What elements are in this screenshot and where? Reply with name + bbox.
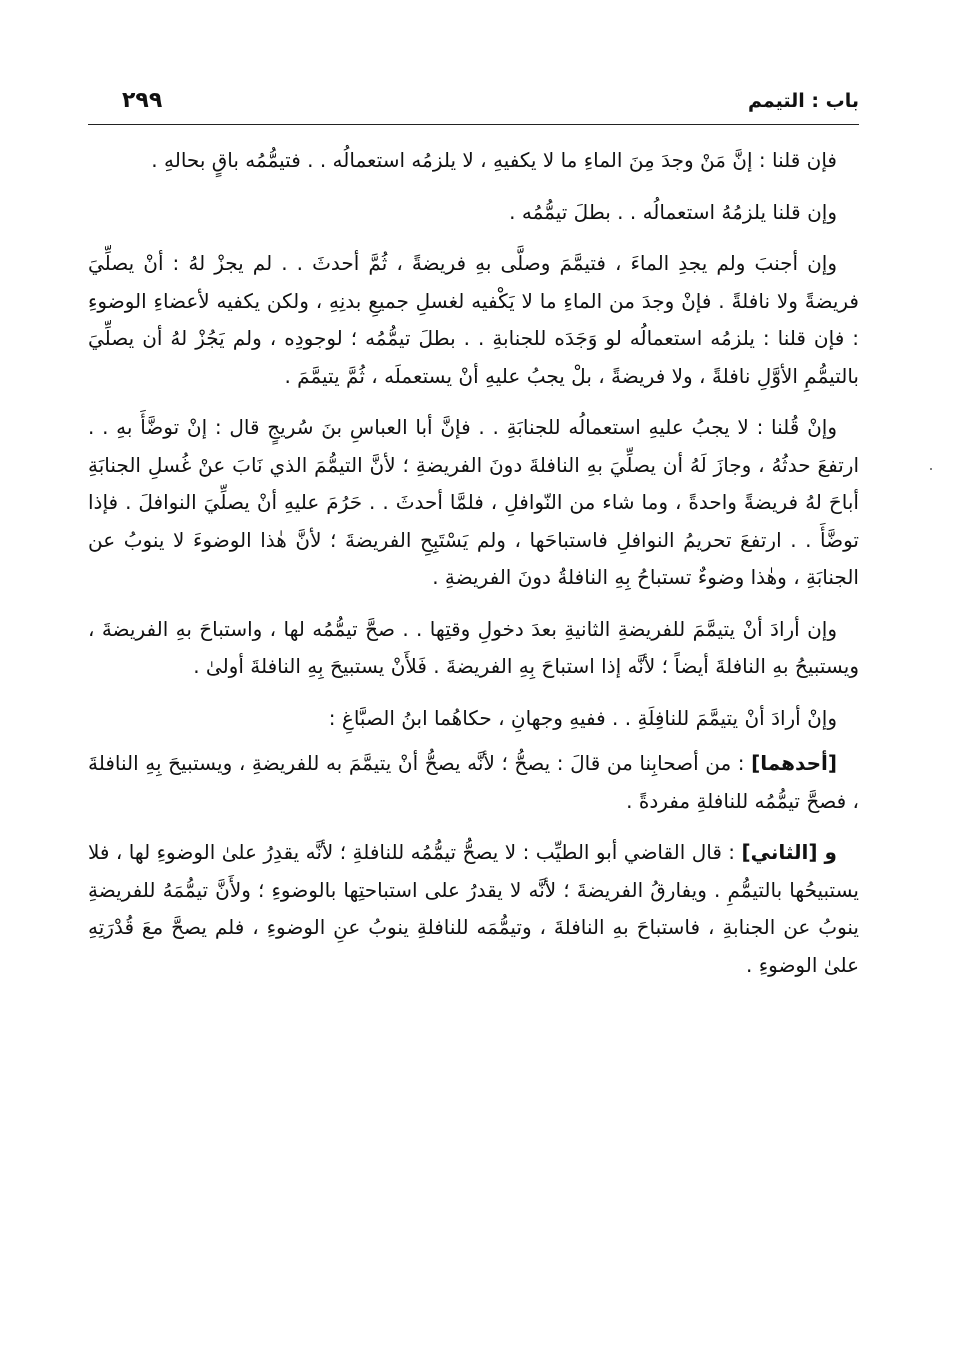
page-header [88, 88, 859, 125]
paragraph [88, 834, 859, 984]
paragraph [88, 611, 859, 686]
opinion-label: [أحدهما] [751, 751, 837, 775]
running-head: باب : التيمم [748, 90, 859, 112]
paragraph-text: وإن أرادَ أنْ يتيمَّمَ للفريضةِ الثانيةِ بعدَ دخولِ وقتِها . . صحَّ تيمُّمُه لها ، واستباحَ بهِ الفريضةَ ، ويستبيحُ بهِ النافلةَ أيضاً ؛ لأنَّه إذا استباحَ بِهِ الفريضةَ . فَلأَنْ يستبيحَ بِهِ النافلةَ أولىٰ . [88, 616, 859, 678]
paragraph [88, 745, 859, 820]
paragraph [88, 142, 859, 180]
body-text [88, 142, 859, 998]
paragraph-text: : من أصحابِنا من قالَ : يصحُّ ؛ لأنَّه يصحُّ أنْ يتيمَّمَ به للفريضةِ ، ويستبيحَ بِهِ النافلةَ ، فصحَّ تيمُّمُه للنافلةِ مفردةً . [88, 751, 859, 813]
paragraph-text: وإنْ أرادَ أنْ يتيمَّمَ للنافِلَةِ . . ففيهِ وجهانِ ، حكاهُما ابنُ الصبَّاغِ : [328, 705, 837, 730]
paragraph [88, 409, 859, 597]
page-number: ٢٩٩ [122, 88, 163, 113]
paragraph-text: وإنْ قُلنا : لا يجبُ عليهِ استعمالُه للجنابَةِ . . فإنَّ أبا العباسِ بنَ سُريجٍ قال : إنْ توضَّأَ بهِ . . ارتفعَ حدثُهُ ، وجازَ لَهُ أن يصلِّيَ بهِ النافلةَ دونَ الفريضةِ ؛ لأنَّ التيمُّمَ الذي نَابَ عنْ غُسلِ الجنابَةِ أباحَ لهُ فريضةً واحدةً ، وما شاء من النّوافلِ ، فلمَّا أحدثَ . . حَرُمَ عليهِ أنْ يصلِّيَ النوافلَ . فإذا توضَّأَ . . ارتفعَ تحريمُ النوافلِ فاستباحَها ، ولم يَسْتَبِحِ الفريضةَ ؛ لأنَّ هٰذا الوضوءَ لا ينوبُ عن الجنابَةِ ، وهٰذا وضوءٌ تستباحُ بِهِ النافلةُ دونَ الفريضةِ . [88, 415, 859, 589]
paragraph-text: وإن قلنا يلزمُهُ استعمالُه . . بطلَ تيمُّمُه . [509, 199, 837, 224]
margin-mark [930, 468, 932, 470]
paragraph [88, 700, 859, 738]
paragraph-text: وإن أجنبَ ولم يجدِ الماءَ ، فتيمَّمَ وصلَّى بهِ فريضةً ، ثُمَّ أحدثَ . . لم يجزْ لهُ : أنْ يصلِّيَ فريضةً ولا نافلةً . فإنْ وجدَ من الماءِ ما لا يَكْفيه لغسلِ جميعِ بدنِهِ ، ولكن يكفيه لأعضاءِ الوضوءِ : فإن قلنا : يلزمُه استعمالُه لو وَجَدَه للجنابةِ . . بطلَ تيمُّمُه ؛ لوجودِه ، ولم يَجُزْ لهُ أن يصلِّيَ بالتيمُّمِ الأوَّلِ نافلةً ، ولا فريضةً ، بلْ يجبُ عليهِ أنْ يستعملَه ، ثُمَّ يتيمَّمَ . [88, 251, 859, 388]
paragraph [88, 245, 859, 395]
paragraph-text: : قال القاضي أبو الطيِّب : لا يصحُّ تيمُّمُه للنافلةِ ؛ لأنَّه يقدِرُ علىٰ الوضوءِ لها ، فلا يستبيحُها بالتيمُّمِ . ويفارقُ الفريضةَ ؛ لأنَّه لا يقدرُ على استباحتِها بالوضوءِ ؛ ولأَنَّ تيمُّمَهُ للفريضةِ ينوبُ عن الجنابةِ ، فاستباحَ بهِ النافلةَ ، وتيمُّمَه للنافلةِ ينوبُ عنِ الوضوءِ ، فلم يصحَّ معَ قُدْرَتِهِ علىٰ الوضوءِ . [88, 840, 859, 977]
paragraph-text: فإن قلنا : إنَّ مَنْ وجدَ مِنَ الماءِ ما لا يكفيهِ ، لا يلزمُه استعمالُه . . فتيمُّمُه باقٍ بحالهِ . [151, 148, 837, 172]
paragraph [88, 194, 859, 232]
opinion-label: و [الثاني] [741, 840, 837, 864]
